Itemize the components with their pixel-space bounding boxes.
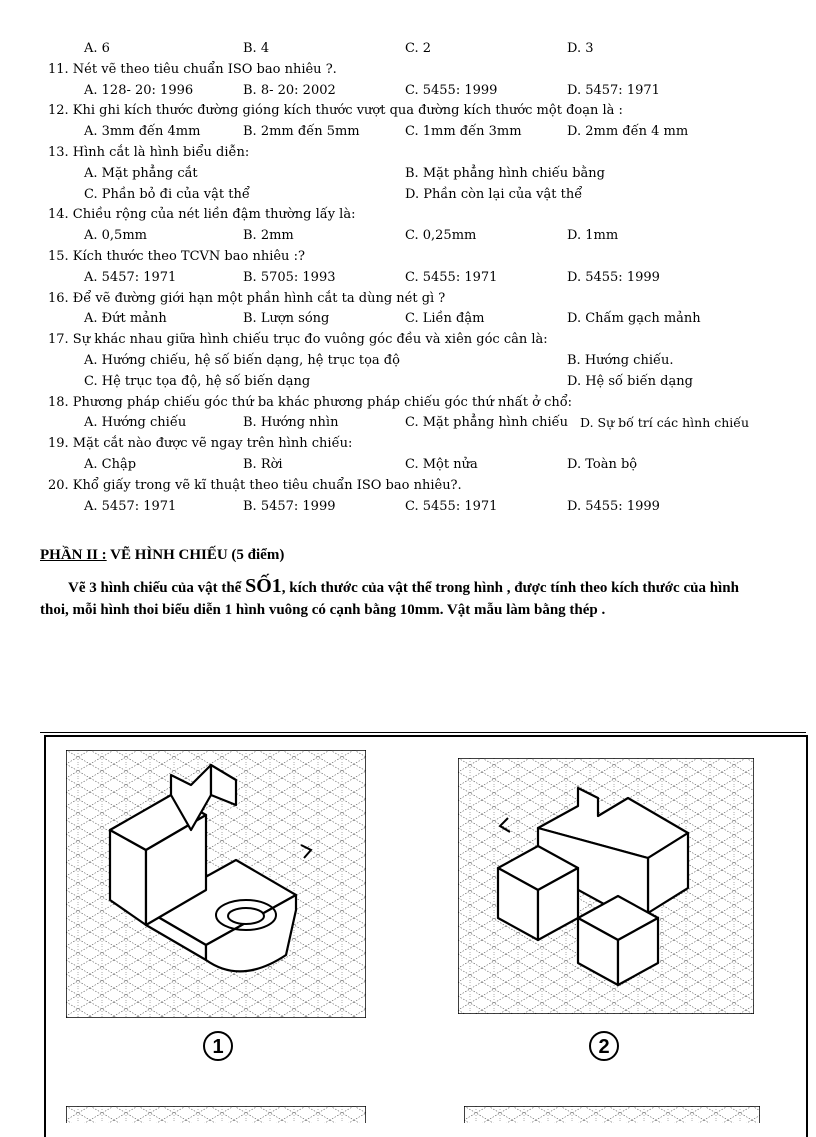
answer-option: A. 5457: 1971	[84, 269, 177, 285]
answer-option: B. 8- 20: 2002	[243, 82, 336, 98]
answer-option: D. Phần còn lại của vật thể	[405, 186, 583, 202]
answer-option: B. Mặt phẳng hình chiếu bằng	[405, 165, 605, 181]
answer-option: D. Chấm gạch mảnh	[567, 311, 701, 327]
answer-option: B. Lượn sóng	[243, 311, 330, 327]
answer-option: D. 5455: 1999	[567, 498, 660, 514]
answer-option: A. 5457: 1971	[84, 498, 177, 514]
answer-option: D. Sự bố trí các hình chiếu	[580, 415, 750, 431]
instructions-start: Vẽ 3 hình chiếu của vật thể	[68, 580, 246, 596]
answer-option: B. 5705: 1993	[243, 269, 336, 285]
isometric-grid-figure-1	[66, 750, 366, 1018]
answer-option: C. Phần bỏ đi của vật thể	[84, 186, 250, 202]
answer-option: A. 6	[84, 41, 110, 56]
figure-2-label: 2	[598, 1036, 610, 1058]
question-text: 18. Phương pháp chiếu góc thứ ba khác phương pháp chiếu góc thứ nhất ở chổ:	[48, 394, 573, 410]
answer-option: C. 5455: 1971	[405, 498, 498, 514]
answer-option: C. Một nửa	[405, 457, 478, 472]
answer-option: B. 5457: 1999	[243, 498, 336, 514]
isometric-grid-figure-2	[458, 758, 754, 1014]
section-2-instructions	[40, 575, 770, 621]
question-text: 20. Khổ giấy trong vẽ kĩ thuật theo tiêu chuẩn ISO bao nhiêu?.	[48, 477, 462, 493]
answer-option: B. 4	[243, 41, 270, 56]
section-2-label: PHẦN II :	[40, 547, 107, 563]
answer-option: C. Liền đậm	[405, 311, 485, 327]
answer-option: C. 5455: 1999	[405, 82, 498, 98]
isometric-grid-figure-4-partial	[464, 1106, 760, 1123]
figure-2-number	[588, 1030, 620, 1062]
answer-option: D. 1mm	[567, 228, 619, 244]
answer-option: D. Hệ số biến dạng	[567, 373, 693, 389]
section-2-title: VẼ HÌNH CHIẾU (5 điểm)	[106, 547, 285, 563]
question-text: 14. Chiều rộng của nét liền đậm thường lấy là:	[48, 207, 356, 223]
answer-option: B. Hướng nhìn	[243, 415, 339, 431]
question-text: 15. Kích thước theo TCVN bao nhiêu :?	[48, 249, 305, 264]
answer-option: A. 0,5mm	[84, 228, 147, 244]
answer-option: A. Chập	[84, 457, 137, 472]
answer-option: D. Toàn bộ	[567, 457, 638, 472]
answer-option: A. Mặt phẳng cắt	[84, 165, 198, 181]
answer-option: D. 5457: 1971	[567, 82, 660, 98]
answer-option: B. 2mm	[243, 228, 294, 244]
answer-option: C. 0,25mm	[405, 228, 477, 244]
answer-option: A. Hướng chiếu	[84, 415, 187, 431]
answer-option: C. 5455: 1971	[405, 269, 498, 285]
answer-option: B. Rời	[243, 457, 283, 472]
figure-1-number	[202, 1030, 234, 1062]
question-text: 13. Hình cắt là hình biểu diễn:	[48, 145, 250, 160]
answer-option: A. Hướng chiếu, hệ số biến dạng, hệ trục tọa độ	[84, 353, 400, 368]
section-2-heading	[40, 547, 284, 564]
question-text: 19. Mặt cắt nào được vẽ ngay trên hình chiếu:	[48, 436, 353, 452]
answer-option: C. Hệ trục tọa độ, hệ số biến dạng	[84, 373, 311, 389]
answer-option: C. 1mm đến 3mm	[405, 124, 522, 140]
question-text: 12. Khi ghi kích thước đường gióng kích thước vượt qua đường kích thước một đoạn là :	[48, 103, 623, 119]
answer-option: C. 2	[405, 41, 432, 56]
answer-option: A. 128- 20: 1996	[84, 82, 194, 98]
answer-option: B. Hướng chiếu.	[567, 353, 674, 368]
question-text: 11. Nét vẽ theo tiêu chuẩn ISO bao nhiêu ?.	[48, 61, 337, 77]
answer-option: A. Đứt mảnh	[84, 311, 167, 327]
answer-option: C. Mặt phẳng hình chiếu	[405, 415, 569, 431]
answer-option: D. 3	[567, 41, 594, 56]
answer-option: D. 2mm đến 4 mm	[567, 124, 689, 140]
answer-option: A. 3mm đến 4mm	[84, 124, 201, 140]
answer-option: D. 5455: 1999	[567, 269, 660, 285]
object-number: SỐ1	[245, 575, 282, 597]
question-text: 17. Sự khác nhau giữa hình chiếu trục đo vuông góc đều và xiên góc cân là:	[48, 332, 548, 348]
question-text: 16. Để vẽ đường giới hạn một phần hình cắt ta dùng nét gì ?	[48, 290, 446, 306]
figure-1-label: 1	[212, 1036, 224, 1058]
instructions-end: , kích thước của vật thể trong hình , được tính theo kích thước của hình thoi, mỗi hình thoi biểu diễn 1 hình vuông có cạnh bằng 10mm. Vật mẫu làm bằng thép .	[40, 580, 739, 618]
isometric-grid-figure-3-partial	[66, 1106, 366, 1123]
answer-option: B. 2mm đến 5mm	[243, 124, 360, 140]
